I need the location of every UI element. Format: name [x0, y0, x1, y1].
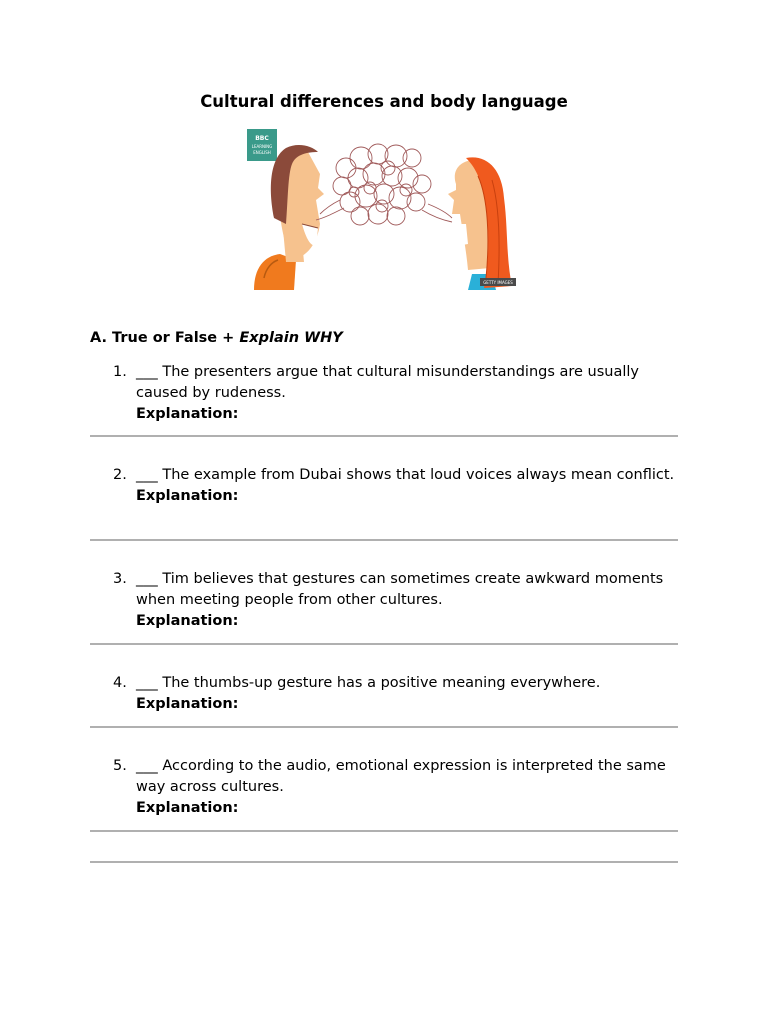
woman-figure [448, 157, 516, 290]
question-text: ___ The presenters argue that cultural misunderstandings are usually caused by rudeness. [136, 364, 640, 401]
answer-line [90, 643, 678, 645]
question-number: 5. [113, 758, 127, 774]
question-number: 4. [113, 675, 127, 691]
answer-line [90, 726, 678, 728]
explanation-label: Explanation: [136, 613, 239, 629]
section-heading: A. True or False + Explain WHY [90, 330, 343, 346]
page-title: Cultural differences and body language [200, 92, 568, 111]
explanation-label: Explanation: [136, 696, 239, 712]
section-heading-emphasis: Explain WHY [239, 330, 343, 346]
answer-line [90, 539, 678, 541]
question-number: 3. [113, 571, 127, 587]
question-text: ___ The thumbs-up gesture has a positive meaning everywhere. [136, 675, 601, 691]
question-text: ___ Tim believes that gestures can sometimes create awkward moments when meeting people from other cultures. [136, 571, 664, 608]
svg-text:GETTY IMAGES: GETTY IMAGES [483, 280, 513, 285]
answer-line [90, 435, 678, 437]
question-5 [90, 756, 678, 819]
bbc-learning-english-logo [247, 129, 277, 161]
answer-line [90, 830, 678, 832]
svg-text:ENGLISH: ENGLISH [253, 150, 271, 155]
question-4 [90, 673, 678, 715]
answer-line [90, 861, 678, 863]
question-number: 1. [113, 364, 127, 380]
question-3 [90, 569, 678, 632]
illustration-talking-people [246, 128, 518, 290]
explanation-label: Explanation: [136, 488, 239, 504]
question-text: ___ The example from Dubai shows that loud voices always mean conflict. [136, 467, 675, 483]
question-number: 2. [113, 467, 127, 483]
explanation-label: Explanation: [136, 406, 239, 422]
man-figure [251, 144, 324, 290]
question-2 [90, 465, 678, 507]
tangled-speech-scribble [316, 144, 452, 225]
question-1 [90, 362, 678, 425]
svg-text:BBC: BBC [255, 135, 269, 142]
question-text: ___ According to the audio, emotional expression is interpreted the same way across cultures. [136, 758, 666, 795]
explanation-label: Explanation: [136, 800, 239, 816]
svg-text:LEARNING: LEARNING [251, 144, 273, 149]
